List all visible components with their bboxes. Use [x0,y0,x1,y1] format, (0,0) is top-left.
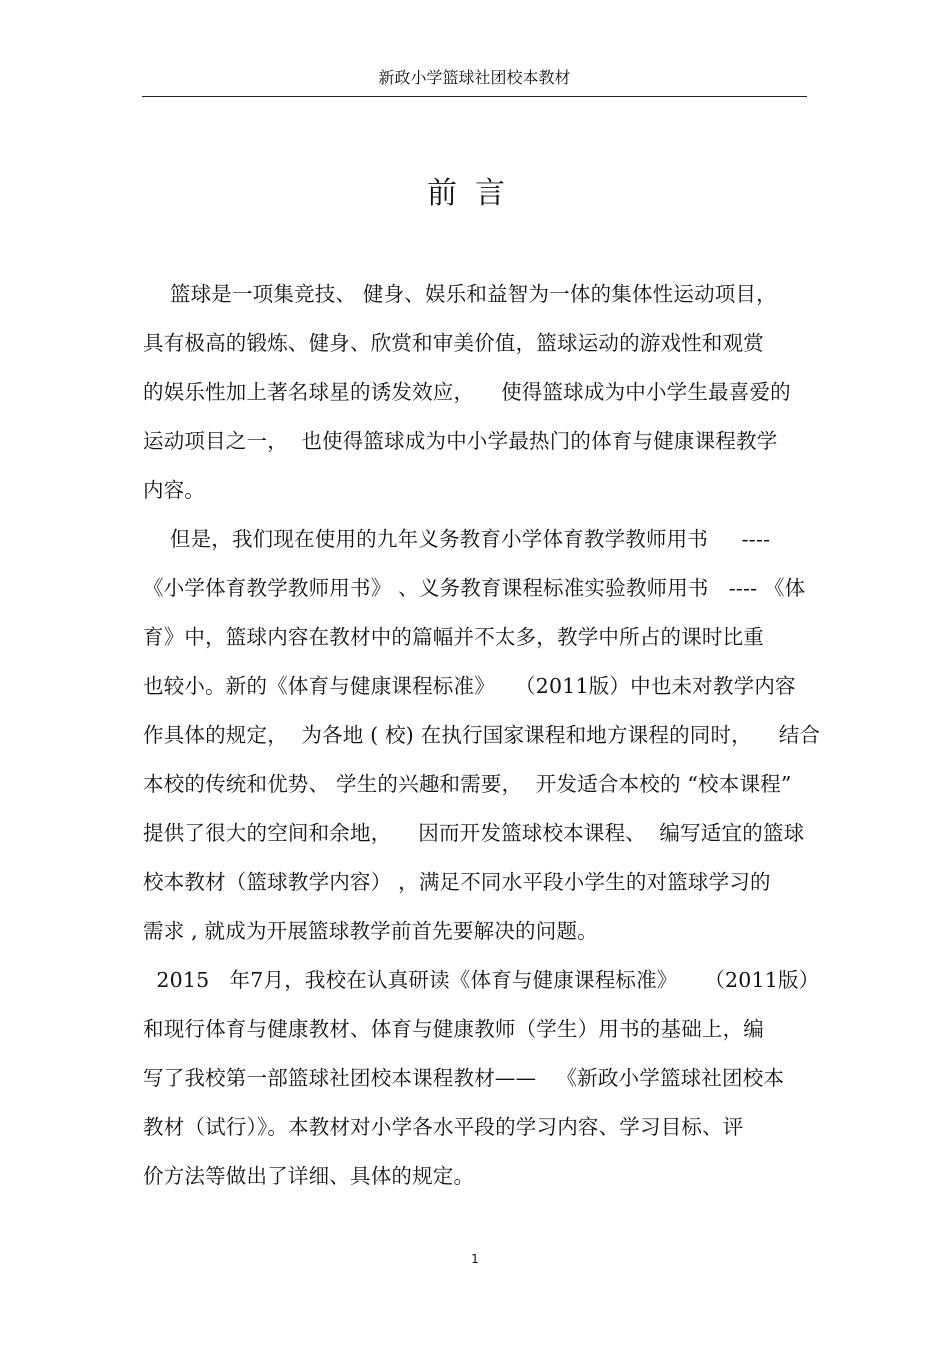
text-line: 写了我校第一部篮球社团校本课程教材—— 《新政小学篮球社团校本 [143,1066,785,1090]
text-line: 价方法等做出了详细、具体的规定。 [143,1164,475,1188]
running-header: 新政小学篮球社团校本教材 [378,68,571,87]
text-line: 也较小。新的《体育与健康课程标准》 （2011版）中也未对教学内容 [143,674,796,698]
text-line: 需求 , 就成为开展篮球教学前首先要解决的问题。 [143,919,598,943]
page-number: 1 [471,1252,479,1266]
text-line: 本校的传统和优势、 学生的兴趣和需要， 开发适合本校的 “校本课程” [143,772,792,796]
text-line: 校本教材（篮球教学内容） ，满足不同水平段小学生的对篮球学习的 [143,870,771,894]
text-line: 但是，我们现在使用的九年义务教育小学体育教学教师用书 ---- [143,527,771,551]
text-line: 运动项目之一， 也使得篮球成为中小学最热门的体育与健康课程教学 [143,429,778,453]
text-line: 2015 年7月，我校在认真研读《体育与健康课程标准》 （2011版） [143,968,820,992]
text-line: 提供了很大的空间和余地， 因而开发篮球校本课程、 编写适宜的篮球 [143,821,805,845]
text-line: 和现行体育与健康教材、体育与健康教师（学生）用书的基础上，编 [143,1017,764,1041]
text-line: 的娱乐性加上著名球星的诱发效应， 使得篮球成为中小学生最喜爱的 [143,380,791,404]
text-line: 篮球是一项集竞技、 健身、娱乐和益智为一体的集体性运动项目， [143,282,777,306]
text-line: 教材（试行）》。本教材对小学各水平段的学习内容、学习目标、评 [143,1115,744,1139]
text-line: 《小学体育教学教师用书》 、义务教育课程标准实验教师用书 ---- 《体 [143,576,806,600]
text-line: 作具体的规定， 为各地 ( 校) 在执行国家课程和地方课程的同时， 结合 [143,723,821,747]
text-line: 具有极高的锻炼、健身、欣赏和审美价值，篮球运动的游戏性和观赏 [143,331,764,355]
body-text [143,270,821,1201]
text-line: 内容。 [143,478,206,502]
text-line: 育》中，篮球内容在教材中的篇幅并不太多，教学中所占的课时比重 [143,625,764,649]
header-rule [142,96,807,97]
page-title: 前言 [427,176,523,211]
